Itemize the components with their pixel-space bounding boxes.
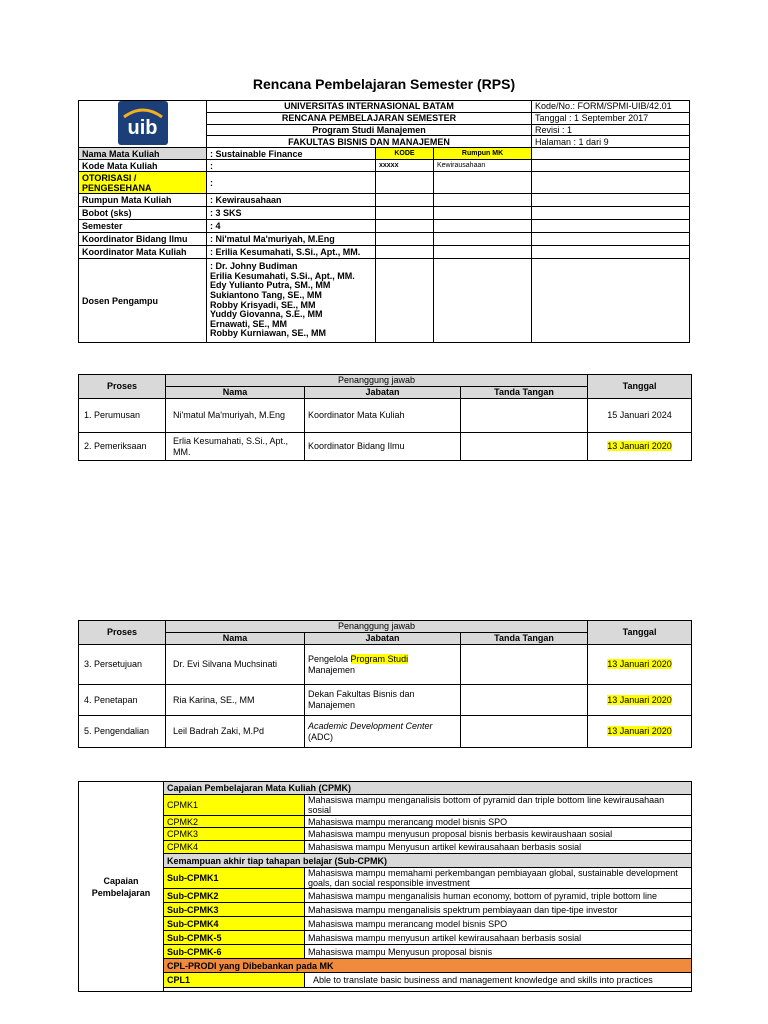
empty-cell [434, 172, 532, 194]
table-row [79, 973, 692, 988]
sub-cpmk-code: Sub-CPMK1 [164, 868, 305, 889]
approval-table-2 [78, 620, 692, 748]
rps-heading: RENCANA PEMBELAJARAN SEMESTER [207, 112, 532, 124]
dosen-name: Yuddy Giovanna, S.E., MM [210, 309, 323, 320]
logo-text: uib [127, 117, 158, 139]
halaman: Halaman : 1 dari 9 [532, 136, 690, 148]
sub-cpmk-code: Sub-CPMK-5 [164, 931, 305, 945]
sub-cpmk-code: Sub-CPMK3 [164, 903, 305, 917]
koord-bidang-label: Koordinator Bidang Ilmu [79, 233, 207, 246]
dosen-name: Edy Yulianto Putra, SM., MM [210, 280, 331, 291]
ttd-cell [461, 399, 588, 433]
nama-header: Nama [166, 387, 305, 399]
proses-cell: 2. Pemeriksaan [79, 433, 166, 461]
empty-cell [376, 172, 434, 194]
jabatan-highlight: Program Studi [350, 653, 409, 664]
sub-cpmk-text: Mahasiswa mampu menganalisis spektrum pembiayaan dan tipe-tipe investor [305, 903, 692, 917]
empty-cell [532, 194, 690, 207]
sub-cpmk-code: Sub-CPMK2 [164, 889, 305, 903]
tanggal-cell [588, 716, 692, 748]
nama-cell: Leil Badrah Zaki, M.Pd [166, 716, 305, 748]
empty-cell [376, 233, 434, 246]
table-row [79, 795, 692, 816]
proses-cell: 3. Persetujuan [79, 645, 166, 685]
ttd-cell [461, 645, 588, 685]
semester-label: Semester [79, 220, 207, 233]
empty-cell [376, 246, 434, 259]
sub-cpmk-code: Sub-CPMK4 [164, 917, 305, 931]
approval-table-1 [78, 374, 692, 461]
dosen-name: : Dr. Johny Budiman [210, 261, 298, 272]
tanggal-cell [588, 685, 692, 716]
tanggal-highlight: 13 Januari 2020 [607, 694, 672, 705]
kode-header: KODE [376, 148, 434, 160]
proses-cell: 4. Penetapan [79, 685, 166, 716]
table-row [79, 828, 692, 841]
cpmk-code: CPMK3 [164, 828, 305, 841]
ttd-cell [461, 716, 588, 748]
cpmk-section-header: Capaian Pembelajaran Mata Kuliah (CPMK) [164, 782, 692, 795]
ttd-header: Tanda Tangan [461, 387, 588, 399]
empty-cell [532, 148, 690, 160]
tanggal-highlight: 13 Januari 2020 [607, 659, 672, 669]
ttd-cell [461, 433, 588, 461]
table-row [79, 917, 692, 931]
kode-mk-value: : [207, 160, 376, 172]
koord-mk-value: : Erilia Kesumahati, S.Si., Apt., MM. [207, 246, 376, 259]
jabatan-italic: Academic Development Center [308, 720, 433, 731]
empty-cell [434, 259, 532, 343]
rumpun-mk-value: : Kewirausahaan [207, 194, 376, 207]
tanggal-cell [588, 645, 692, 685]
proses-cell: 5. Pengendalian [79, 716, 166, 748]
empty-cell [532, 246, 690, 259]
empty-cell [434, 233, 532, 246]
empty-cell [376, 194, 434, 207]
capaian-table [78, 781, 692, 992]
empty-cell [532, 160, 690, 172]
table-row [79, 841, 692, 854]
penanggung-header: Penanggung jawab [166, 375, 588, 387]
dosen-label: Dosen Pengampu [79, 259, 207, 343]
cpmk-text: Mahasiswa mampu menganalisis bottom of pyramid dan triple bottom line kewirausahaan sosial [305, 795, 692, 816]
empty-cell [434, 246, 532, 259]
proses-header: Proses [79, 621, 166, 645]
cpmk-text: Mahasiswa mampu Menyusun artikel kewirausahaan berbasis sosial [305, 841, 692, 854]
empty-cell [532, 233, 690, 246]
cpmk-text: Mahasiswa mampu menyusun proposal bisnis berbasis kewiraushaan sosial [305, 828, 692, 841]
spacer-row [164, 988, 692, 992]
uib-logo [118, 101, 168, 145]
rumpun-header: Rumpun MK [434, 148, 532, 160]
sub-cpmk-text: Mahasiswa mampu menganalisis human economy, bottom of pyramid, triple bottom line [305, 889, 692, 903]
jabatan-text: Manajemen [308, 664, 356, 675]
kode-no: Kode/No.: FORM/SPMI-UIB/42.01 [532, 101, 690, 113]
nama-cell: Ni'matul Ma'muriyah, M.Eng [166, 399, 305, 433]
nama-header: Nama [166, 633, 305, 645]
kode-mk-label: Kode Mata Kuliah [79, 160, 207, 172]
table-row [79, 931, 692, 945]
capaian-label: Capaian Pembelajaran [79, 782, 164, 992]
dosen-name: Robby Kurniawan, SE., MM [210, 328, 327, 339]
cpmk-code: CPMK1 [164, 795, 305, 816]
tanggal-highlight: 13 Januari 2020 [607, 441, 672, 451]
table-row [79, 903, 692, 917]
sub-cpmk-text: Mahasiswa mampu menyusun artikel kewirausahaan berbasis sosial [305, 931, 692, 945]
empty-cell [532, 259, 690, 343]
empty-cell [434, 220, 532, 233]
jabatan-header: Jabatan [305, 633, 461, 645]
rumpun-value: Kewirausahaan [434, 160, 532, 172]
nama-cell: Ria Karina, SE., MM [166, 685, 305, 716]
table-row [79, 816, 692, 828]
empty-cell [532, 207, 690, 220]
jabatan-text: (ADC) [308, 731, 333, 742]
empty-cell [532, 220, 690, 233]
semester-value: : 4 [207, 220, 376, 233]
nama-cell: Erlia Kesumahati, S.Si., Apt., MM. [166, 433, 305, 461]
university-name: UNIVERSITAS INTERNASIONAL BATAM [207, 101, 532, 113]
empty-cell [376, 220, 434, 233]
cpl-text: Able to translate basic business and management knowledge and skills into practices [305, 973, 692, 988]
empty-cell [376, 259, 434, 343]
dosen-list [207, 259, 376, 343]
otorisasi-value: : [207, 172, 376, 194]
jabatan-cell [305, 716, 461, 748]
empty-cell [434, 194, 532, 207]
koord-bidang-value: : Ni'matul Ma'muriyah, M.Eng [207, 233, 376, 246]
proses-cell: 1. Perumusan [79, 399, 166, 433]
jabatan-cell: Koordinator Bidang Ilmu [305, 433, 461, 461]
empty-cell [376, 207, 434, 220]
sub-cpmk-text: Mahasiswa mampu Menyusun proposal bisnis [305, 945, 692, 959]
empty-cell [434, 207, 532, 220]
dosen-name: Ernawati, SE., MM [210, 318, 288, 329]
koord-mk-label: Koordinator Mata Kuliah [79, 246, 207, 259]
table-row [79, 685, 692, 716]
table-row [79, 433, 692, 461]
dosen-name: Erilia Kesumahati, S.Si., Apt., MM. [210, 270, 355, 281]
logo-cell [79, 101, 207, 148]
ttd-cell [461, 685, 588, 716]
empty-cell [532, 172, 690, 194]
nama-cell: Dr. Evi Silvana Muchsinati [166, 645, 305, 685]
nama-mk-value: : Sustainable Finance [207, 148, 376, 160]
sub-cpmk-section-header: Kemampuan akhir tiap tahapan belajar (Sub-CPMK) [164, 854, 692, 868]
table-row [79, 645, 692, 685]
bobot-label: Bobot (sks) [79, 207, 207, 220]
jabatan-cell: Dekan Fakultas Bisnis dan Manajemen [305, 685, 461, 716]
sub-cpmk-text: Mahasiswa mampu memahami perkembangan pembiayaan global, sustainable development goals, dan social responsible investment [305, 868, 692, 889]
cpmk-code: CPMK4 [164, 841, 305, 854]
bobot-value: : 3 SKS [207, 207, 376, 220]
cpl-code: CPL1 [164, 973, 305, 988]
fakultas-heading: FAKULTAS BISNIS DAN MANAJEMEN [207, 136, 532, 148]
course-info-table [78, 100, 690, 343]
document-title: Rencana Pembelajaran Semester (RPS) [252, 76, 516, 92]
table-row [79, 889, 692, 903]
tanggal-cell: 15 Januari 2024 [588, 399, 692, 433]
prodi-heading: Program Studi Manajemen [207, 124, 532, 136]
dosen-name: Robby Krisyadi, SE., MM [210, 299, 316, 310]
dosen-name: Sukiantono Tang, SE., MM [210, 289, 322, 300]
proses-header: Proses [79, 375, 166, 399]
tanggal-header: Tanggal [588, 621, 692, 645]
table-row [79, 399, 692, 433]
penanggung-header: Penanggung jawab [166, 621, 588, 633]
table-row [79, 945, 692, 959]
cpmk-code: CPMK2 [164, 816, 305, 828]
revisi: Revisi : 1 [532, 124, 690, 136]
tanggal-header: Tanggal [588, 375, 692, 399]
table-row [79, 868, 692, 889]
kode-value: xxxxx [376, 160, 434, 172]
tanggal-highlight: 13 Januari 2020 [607, 726, 672, 736]
rumpun-mk-label: Rumpun Mata Kuliah [79, 194, 207, 207]
sub-cpmk-code: Sub-CPMK-6 [164, 945, 305, 959]
table-row [79, 716, 692, 748]
sub-cpmk-text: Mahasiswa mampu merancang model bisnis SPO [305, 917, 692, 931]
nama-mk-label: Nama Mata Kuliah [79, 148, 207, 160]
ttd-header: Tanda Tangan [461, 633, 588, 645]
jabatan-cell: Koordinator Mata Kuliah [305, 399, 461, 433]
jabatan-text: Pengelola [308, 653, 351, 664]
cpl-section-header: CPL-PRODI yang Dibebankan pada MK [164, 959, 692, 973]
otorisasi-label: OTORISASI / PENGESEHANA [79, 172, 207, 194]
tanggal-cell [588, 433, 692, 461]
jabatan-cell [305, 645, 461, 685]
cpmk-text: Mahasiswa mampu merancang model bisnis SPO [305, 816, 692, 828]
tanggal-doc: Tanggal : 1 September 2017 [532, 112, 690, 124]
jabatan-header: Jabatan [305, 387, 461, 399]
